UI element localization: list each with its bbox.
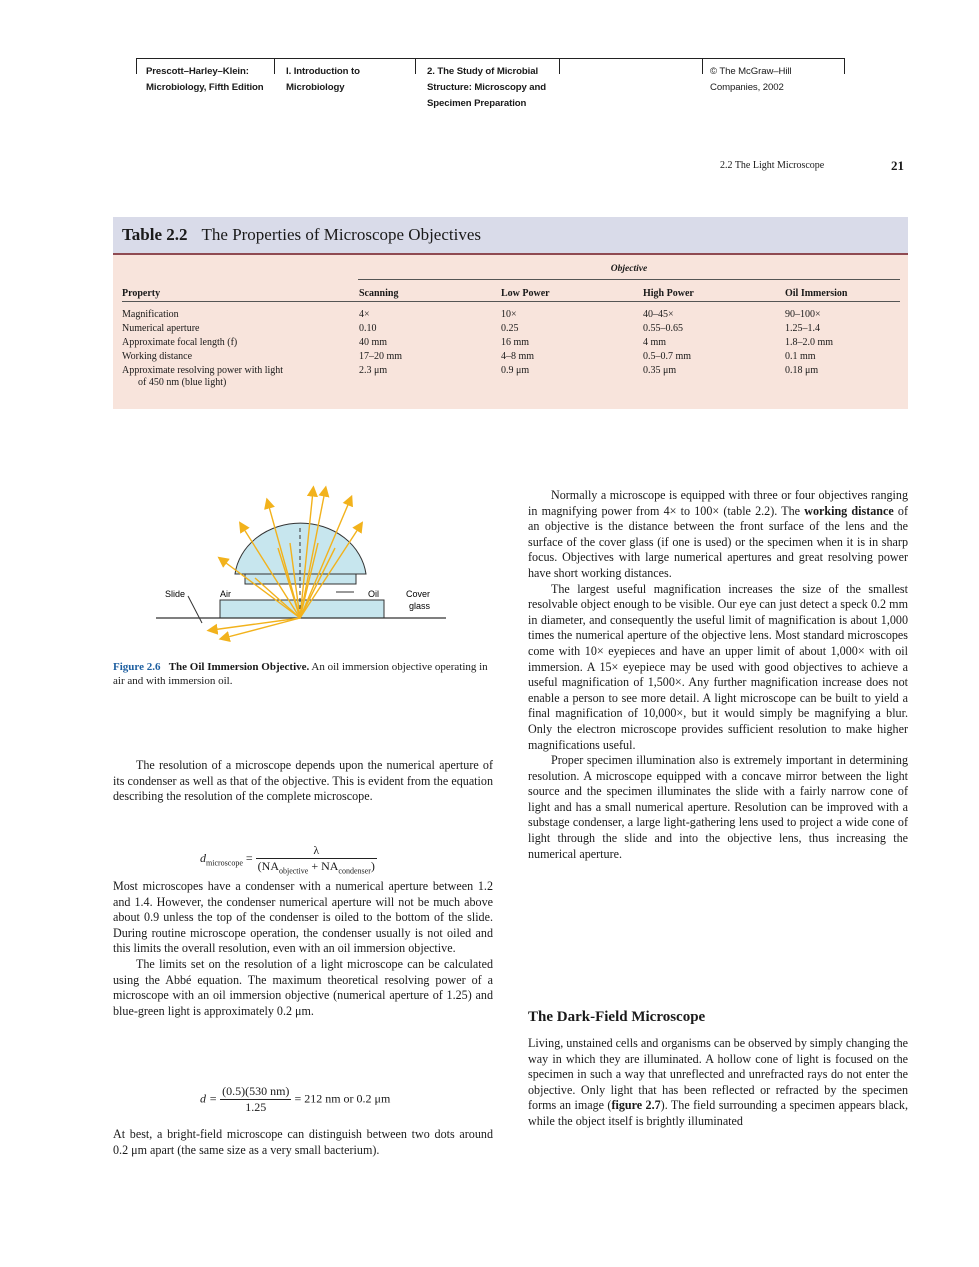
cell: 0.5–0.7 mm: [643, 351, 692, 362]
cell: 0.18 μm: [785, 365, 819, 376]
left-para-1: The resolution of a microscope depends upon the numerical aperture of its condenser as well as that of the objective. This is evident from the equation describing the resolution of the complete microscope.: [113, 758, 493, 804]
cell: 4 mm: [643, 337, 667, 348]
cell: 0.10: [359, 323, 377, 334]
cell: 1.25–1.4: [785, 323, 820, 334]
header-rule: [136, 58, 844, 59]
label-air: Air: [220, 589, 231, 599]
cell: 4–8 mm: [501, 351, 535, 362]
label-glass: glass: [409, 601, 431, 611]
cell: 0.1 mm: [785, 351, 816, 362]
left-para-4: At best, a bright-field microscope can distinguish between two dots around 0.2 μm apart (the same size as a very small bacterium).: [113, 1127, 493, 1157]
header-chapter: 2. The Study of Microbial Structure: Microscopy and Specimen Preparation: [427, 66, 547, 109]
row-label: Approximate resolving power with light: [122, 365, 284, 376]
header-divider: [559, 58, 560, 74]
page-number: 21: [891, 158, 904, 173]
col-header-high-power: High Power: [643, 288, 694, 299]
figure-number: Figure 2.6: [113, 661, 161, 673]
oil-immersion-figure: [150, 488, 460, 648]
cell: 0.35 μm: [643, 365, 677, 376]
table-title: The Properties of Microscope Objectives: [201, 225, 481, 244]
properties-table: [113, 217, 908, 409]
header-rule-bottom: [122, 301, 900, 302]
group-rule: [358, 279, 900, 280]
cell: 17–20 mm: [359, 351, 403, 362]
table-label: Table 2.2: [122, 225, 188, 244]
label-oil: Oil: [368, 589, 379, 599]
row-label: Approximate focal length (f): [122, 337, 238, 348]
col-header-low-power: Low Power: [501, 288, 550, 299]
cell: 0.25: [501, 323, 519, 334]
cell: 40 mm: [359, 337, 388, 348]
table-title-bar: [113, 217, 908, 255]
objective-diagram: [150, 488, 460, 643]
equation-abbe: d = $\frac{(0.5)(530 nm)}{1.25}$ = 212 nm or 0.2 μm: [200, 1084, 391, 1114]
cell: 2.3 μm: [359, 365, 388, 376]
cell: 10×: [501, 309, 517, 320]
figure-title: The Oil Immersion Objective.: [168, 661, 310, 673]
header-copyright: © The McGraw–Hill Companies, 2002: [710, 66, 792, 93]
cell: 4×: [359, 309, 370, 320]
right-col-text: Normally a microscope is equipped with three or four objectives ranging in magnifying power from 4× to 100× (table 2.2). The working distance of an objective is the distance between the front surface of the lens and the surface of the cover glass (if one is used) or the specimen when it is in sharp focus. Objectives with large numerical apertures and great resolving power have short working distances. The largest useful magnification increases the size of the smallest resolvable object enough to be visible. Our eye can just detect a speck 0.2 mm in diameter, and consequently the useful limit of magnification is about 1,000 times the numerical aperture of the objective lens. Most standard microscopes come with 10× eyepieces and have an upper limit of about 1,000× with oil immersion. A 15× eyepiece may be used with good objectives to achieve a useful magnification of 1,500×. Any further magnification increase does not enable a person to see more detail. A light microscope can be built to yield a final magnification of 10,000×, but it would simply be magnifying a blur. Only the electron microscope provides sufficient resolution to make higher magnifications useful. Proper specimen illumination also is extremely important in determining resolution. A microscope equipped with a concave mirror between the light source and the specimen illuminates the slide with a fairly narrow cone of light and has a small numerical aperture. Resolution can be improved with a substage condenser, a large light-gathering lens used to project a wide cone of light through the slide and into the objective lens, thus increasing the numerical aperture.: [528, 488, 908, 861]
header-divider: [702, 58, 703, 74]
figure-ref[interactable]: figure 2.7: [611, 1098, 661, 1113]
cell: 0.55–0.65: [643, 323, 683, 334]
cell: 90–100×: [785, 309, 821, 320]
book-header: [136, 58, 846, 120]
equation-microscope-resolution: $d_{microscope}$ = $\frac{\lambda}{(NA_{objective} + NA_{condenser})}$: [200, 843, 375, 876]
left-para-2: Most microscopes have a condenser with a numerical aperture between 1.2 and 1.4. However, the condenser numerical aperture will not be much above about 0.9 unless the top of the condenser is oiled to the bottom of the slide. During routine microscope operation, the condenser usually is not oiled and this limits the overall resolution, even with an oil immersion objective. The limits set on the resolution of a light microscope can be calculated using the Abbé equation. The maximum theoretical resolving power of a microscope with an oil immersion objective (numerical aperture of 1.25) and blue-green light is approximately 0.2 μm.: [113, 879, 493, 1018]
cell: 1.8–2.0 mm: [785, 337, 834, 348]
header-divider: [136, 58, 137, 74]
col-header-scanning: Scanning: [359, 288, 399, 299]
running-head: 2.2 The Light Microscope: [720, 160, 825, 171]
figure-caption: [113, 660, 493, 688]
cell: 16 mm: [501, 337, 530, 348]
objective-group-header: Objective: [610, 264, 648, 274]
row-label: Numerical aperture: [122, 323, 200, 334]
label-cover: Cover: [406, 589, 431, 599]
header-divider: [844, 58, 845, 74]
col-header-oil-immersion: Oil Immersion: [785, 288, 848, 299]
header-part: I. Introduction to Microbiology: [286, 66, 360, 93]
cell: 40–45×: [643, 309, 674, 320]
figure-caption-text: An oil immersion objective operating in air and with immersion oil.: [113, 661, 488, 687]
cell: 0.9 μm: [501, 365, 530, 376]
row-label-continuation: of 450 nm (blue light): [138, 377, 227, 388]
slide-pointer: [188, 596, 202, 623]
section-heading: The Dark-Field Microscope: [528, 1009, 706, 1025]
term-working-distance: working distance: [804, 503, 894, 518]
header-book-title: Prescott–Harley–Klein: Microbiology, Fifth Edition: [146, 66, 264, 93]
row-label: Working distance: [122, 351, 193, 362]
header-divider: [274, 58, 275, 74]
row-label: Magnification: [122, 309, 179, 320]
header-divider: [415, 58, 416, 74]
col-header-property: Property: [122, 288, 161, 299]
label-slide: Slide: [165, 589, 186, 599]
right-para-darkfield: Living, unstained cells and organisms can be observed by simply changing the way in which they are illuminated. A hollow cone of light is focused on the specimen in such a way that unreflected and unrefracted rays do not enter the objective. Only light that has been reflected or refracted by the specimen forms an image (figure 2.7). The field surrounding a specimen appears black, while the object itself is brightly illuminated: [528, 1036, 908, 1128]
